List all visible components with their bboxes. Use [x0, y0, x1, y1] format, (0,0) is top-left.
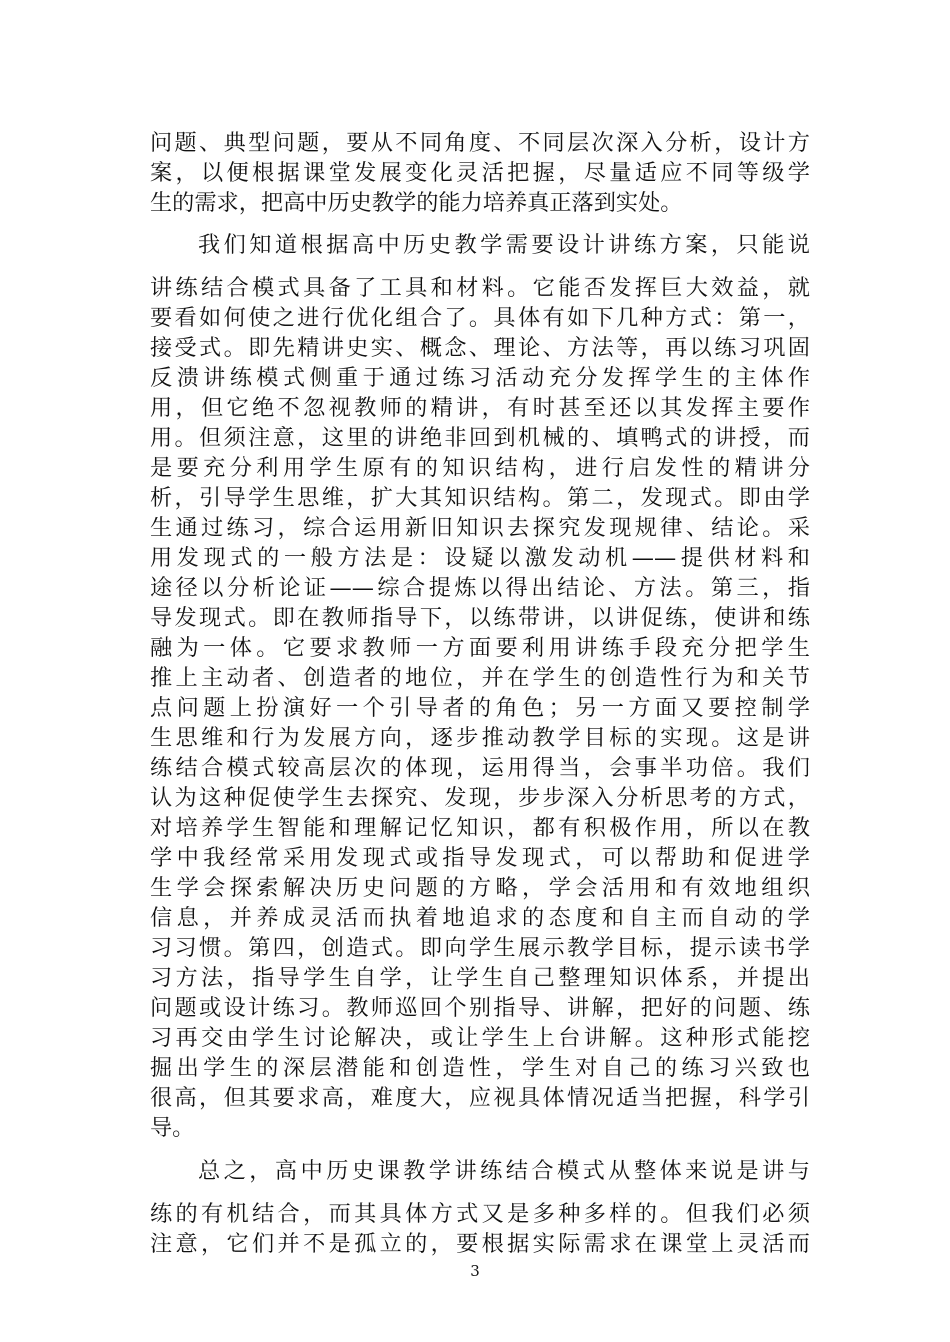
text-line: 练结合模式较高层次的体现，运用得当，会事半功倍。我们	[150, 755, 810, 781]
text-line: 案，以便根据课堂发展变化灵活把握，尽量适应不同等级学	[150, 160, 810, 186]
text-line: 习再交由学生讨论解决，或让学生上台讲解。这种形式能挖	[150, 1025, 810, 1051]
text-line: 习方法，指导学生自学，让学生自己整理知识体系，并提出	[150, 965, 810, 991]
text-line: 练的有机结合，而其具体方式又是多种多样的。但我们必须	[150, 1201, 810, 1227]
text-line: 认为这种促使学生去探究、发现，步步深入分析思考的方式，	[150, 785, 810, 811]
text-line: 导。	[150, 1115, 195, 1141]
text-line: 推上主动者、创造者的地位，并在学生的创造性行为和关节	[150, 665, 810, 691]
text-line: 学中我经常采用发现式或指导发现式，可以帮助和促进学	[150, 845, 810, 871]
text-line: 接受式。即先精讲史实、概念、理论、方法等，再以练习巩固	[150, 335, 810, 361]
text-line: 生思维和行为发展方向，逐步推动教学目标的实现。这是讲	[150, 725, 810, 751]
text-line: 总之，高中历史课教学讲练结合模式从整体来说是讲与	[198, 1158, 810, 1184]
text-line: 生的需求，把高中历史教学的能力培养真正落到实处。	[150, 190, 683, 216]
text-line: 用，但它绝不忽视教师的精讲，有时甚至还以其发挥主要作	[150, 395, 810, 421]
text-line: 很高，但其要求高，难度大，应视具体情况适当把握，科学引	[150, 1085, 810, 1111]
text-line: 途径以分析论证——综合提炼以得出结论、方法。第三，指	[150, 575, 810, 601]
text-line: 对培养学生智能和理解记忆知识，都有积极作用，所以在教	[150, 815, 810, 841]
text-line: 习习惯。第四，创造式。即向学生展示教学目标，提示读书学	[150, 935, 810, 961]
text-line: 生学会探索解决历史问题的方略，学会活用和有效地组织	[150, 875, 810, 901]
text-line: 注意，它们并不是孤立的，要根据实际需求在课堂上灵活而	[150, 1231, 810, 1257]
text-line: 融为一体。它要求教师一方面要利用讲练手段充分把学生	[150, 635, 810, 661]
text-line: 点问题上扮演好一个引导者的角色；另一方面又要控制学	[150, 695, 810, 721]
text-line: 析，引导学生思维，扩大其知识结构。第二，发现式。即由学	[150, 485, 810, 511]
text-line: 导发现式。即在教师指导下，以练带讲，以讲促练，使讲和练	[150, 605, 810, 631]
text-line: 问题或设计练习。教师巡回个别指导、讲解，把好的问题、练	[150, 995, 810, 1021]
text-line: 用。但须注意，这里的讲绝非回到机械的、填鸭式的讲授，而	[150, 425, 810, 451]
text-line: 讲练结合模式具备了工具和材料。它能否发挥巨大效益，就	[150, 275, 810, 301]
text-line: 掘出学生的深层潜能和创造性，学生对自己的练习兴致也	[150, 1055, 810, 1081]
text-line: 我们知道根据高中历史教学需要设计讲练方案，只能说	[198, 232, 810, 258]
page-number: 3	[470, 1262, 480, 1280]
text-line: 是要充分利用学生原有的知识结构，进行启发性的精讲分	[150, 455, 810, 481]
text-line: 反溃讲练模式侧重于通过练习活动充分发挥学生的主体作	[150, 365, 810, 391]
text-line: 生通过练习，综合运用新旧知识去探究发现规律、结论。采	[150, 515, 810, 541]
text-line: 用发现式的一般方法是：设疑以激发动机——提供材料和	[150, 545, 810, 571]
text-line: 要看如何使之进行优化组合了。具体有如下几种方式：第一，	[150, 305, 810, 331]
text-line: 问题、典型问题，要从不同角度、不同层次深入分析，设计方	[150, 130, 810, 156]
text-line: 信息，并养成灵活而执着地追求的态度和自主而自动的学	[150, 905, 810, 931]
